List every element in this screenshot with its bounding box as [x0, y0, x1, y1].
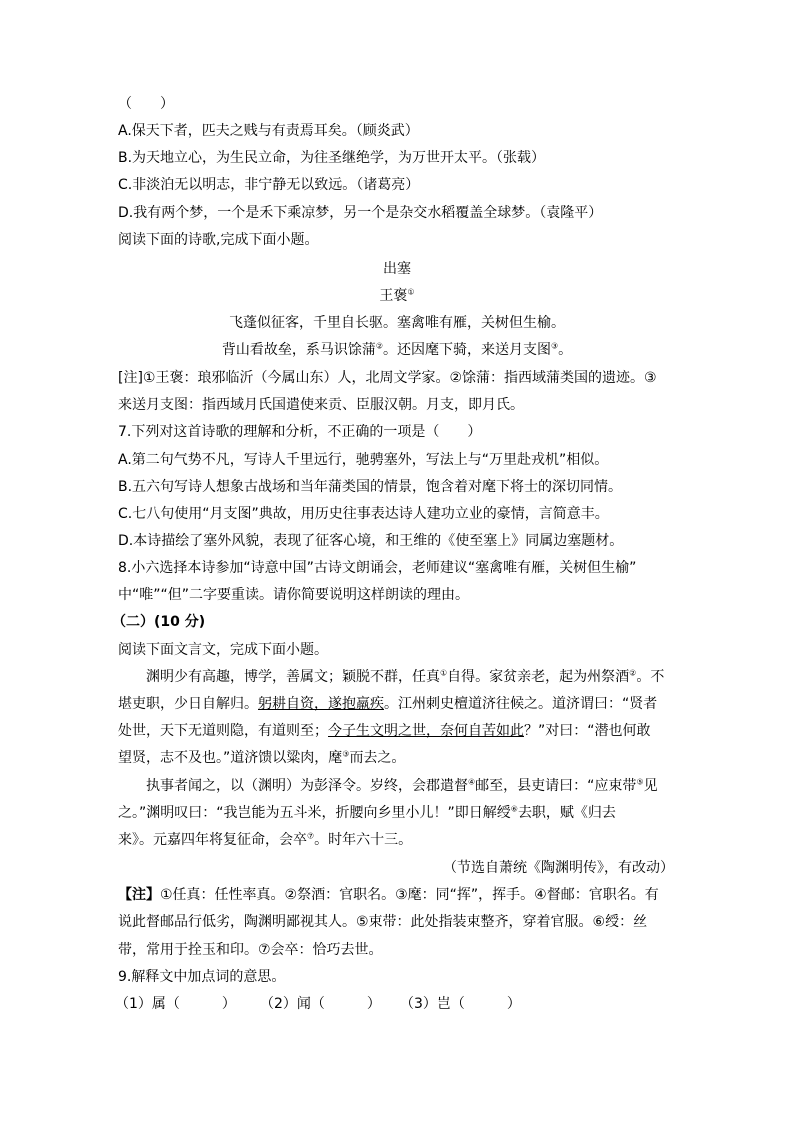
section-2-heading: （二）(10 分)	[112, 614, 206, 630]
footnote-marker: ④	[468, 777, 476, 787]
poem-line-2	[0, 340, 794, 360]
passage-text: 来》。元嘉四年将复征命，会卒	[118, 832, 307, 848]
poem-intro: 阅读下面的诗歌,完成下面小题。	[118, 232, 319, 248]
poem-line-2-part: 背山看故垒，系马识馀蒲	[221, 342, 376, 358]
passage-notes-line-1	[118, 885, 659, 905]
footnote-marker: ①	[407, 287, 415, 297]
q9-item-3: （3）岂（ ）	[400, 996, 521, 1012]
passage-text: 渊明少有高趣，博学，善属文；颖脱不群，任真	[146, 669, 440, 685]
footnote-marker: ③	[551, 341, 559, 351]
poem-title: 出塞	[383, 261, 411, 277]
q8-line-1: 8.小六选择本诗参加“诗意中国”古诗文朗诵会，老师建议“塞禽唯有雁，关树但生榆”	[118, 560, 637, 576]
passage-p2-line-1	[146, 776, 658, 796]
q8-line-2: 中“唯”“但”二字要重读。请你简要说明这样朗读的理由。	[118, 587, 470, 603]
footnote-marker: ⑥	[510, 804, 518, 814]
passage-notes-line-2: 说此督邮品行低劣，陶渊明鄙视其人。⑤束带：此处指装束整齐，穿着官服。⑥绶：丝	[118, 914, 648, 930]
passage-text: 之。”渊明叹曰：“我岂能为五斗米，折腰向乡里小儿！”即日解绶	[118, 805, 511, 821]
passage-p1-line-3	[118, 721, 651, 741]
passage-text: 。时年六十三。	[314, 832, 413, 848]
q6-option-d: D.我有两个梦，一个是禾下乘凉梦，另一个是杂交水稻覆盖全球梦。（袁隆平）	[118, 205, 603, 221]
passage-text: 而去之。	[349, 750, 406, 766]
passage-p1-line-1	[146, 667, 664, 687]
q7-option-c: C.七八句使用“月支图”典故，用历史往事表达诗人建功立业的豪情，言简意丰。	[118, 506, 609, 522]
q6-option-b: B.为天地立心，为生民立命，为往圣继绝学，为万世开太平。（张载）	[118, 150, 546, 166]
q6-option-c: C.非淡泊无以明志，非宁静无以致远。（诸葛亮）	[118, 177, 420, 193]
passage-text: 处世，天下无道则隐，有道则至；	[118, 723, 328, 739]
passage-text: 执事者闻之，以（渊明）为彭泽令。岁终，会郡遣督	[146, 778, 468, 794]
q7-option-b: B.五六句写诗人想象古战场和当年蒲类国的情景，饱含着对麾下将士的深切同情。	[118, 479, 623, 495]
passage-text: 见	[643, 778, 658, 794]
q6-option-a: A.保天下者，匹夫之贱与有责焉耳矣。（顾炎武）	[118, 123, 419, 139]
passage-p1-line-4	[118, 748, 405, 768]
footnote-marker: ②	[375, 341, 383, 351]
q7-option-a: A.第二句气势不凡，写诗人千里远行，驰骋塞外，写法上与“万里赴戎机”相似。	[118, 452, 609, 468]
passage-notes-line-3: 带，常用于拴玉和印。⑦会卒：恰巧去世。	[118, 942, 383, 958]
passage-source: （节选自萧统《陶渊明传》，有改动）	[443, 860, 674, 876]
passage-text: 自得。家贫亲老，起为州祭酒	[447, 669, 630, 685]
footnote-marker: ③	[342, 749, 350, 759]
footnote-marker: ⑦	[307, 831, 315, 841]
footnote-marker: ⑤	[636, 777, 644, 787]
passage-text: 去职，赋《归去	[517, 805, 616, 821]
notes-label: 【注】	[118, 887, 160, 903]
passage-text: 堪吏职，少日自解归。	[118, 696, 258, 712]
q9-item-2: （2）闻（ ）	[260, 996, 381, 1012]
section-2-intro: 阅读下面文言文，完成下面小题。	[118, 642, 328, 658]
poem-line-1: 飞蓬似征客，千里自长驱。塞禽唯有雁，关树但生榆。	[229, 315, 565, 331]
q7-option-d: D.本诗描绘了塞外风貌，表现了征客心境，和王维的《使至塞上》同属边塞题材。	[118, 533, 624, 549]
underlined-sentence: 今子生文明之世，奈何自苦如此	[328, 723, 524, 739]
passage-text: 。江州刺史檀道济往候之。道济谓曰：“贤者	[384, 696, 658, 712]
poem-author	[0, 286, 794, 306]
poem-line-2-part: 。	[558, 342, 573, 358]
poem-notes-line-2: 来送月支图：指西域月氏国遣使来贡、臣服汉朝。月支，即月氏。	[118, 397, 524, 413]
passage-p2-line-3	[118, 830, 412, 850]
q9-item-1: （1）属（ ）	[115, 996, 236, 1012]
underlined-sentence: 躬耕自资，遂抱羸疾	[258, 696, 384, 712]
notes-text: ①任真：任性率真。②祭酒：官职名。③麾：同“挥”，挥手。④督邮：官职名。有	[160, 887, 659, 903]
q7-stem: 7.下列对这首诗歌的理解和分析，不正确的一项是（ ）	[118, 424, 482, 440]
footnote-marker: ②	[629, 668, 637, 678]
passage-text: 。不	[636, 669, 665, 685]
poem-author-name: 王褒	[379, 288, 408, 304]
poem-line-2-part: 。还因麾下骑，来送月支图	[383, 342, 551, 358]
q6-paren: （ ）	[118, 96, 174, 112]
passage-p2-line-2	[118, 803, 616, 823]
poem-notes-line-1: [注]①王褒：琅邪临沂（今属山东）人，北周文学家。②馀蒲：指西域蒲类国的遗迹。③	[118, 370, 657, 386]
passage-text: ？”对曰：“潜也何敢	[524, 723, 651, 739]
passage-text: 望贤，志不及也。”道济馈以粱肉，麾	[118, 750, 343, 766]
passage-text: 邮至，县吏请曰：“应束带	[475, 778, 637, 794]
passage-p1-line-2	[118, 694, 657, 714]
q9-stem: 9.解释文中加点词的意思。	[118, 969, 286, 985]
footnote-marker: ①	[440, 668, 448, 678]
